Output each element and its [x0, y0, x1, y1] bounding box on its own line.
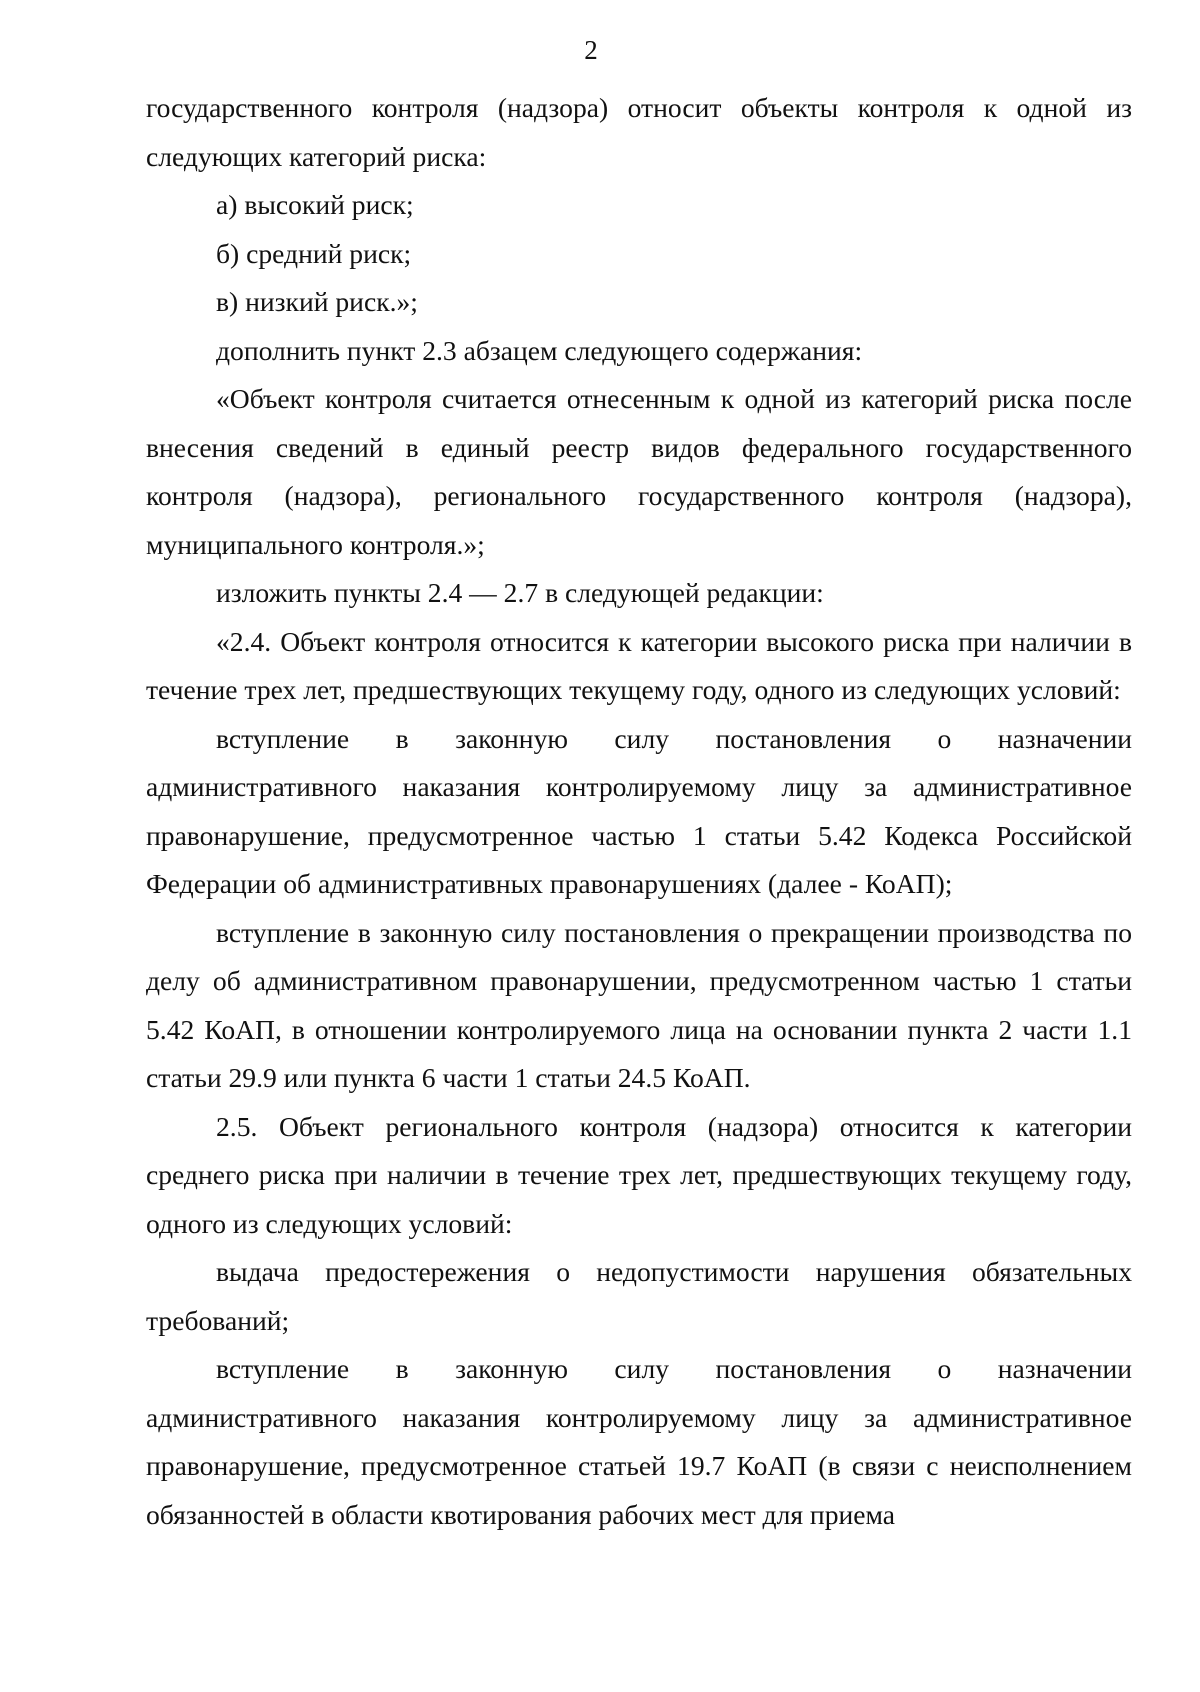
paragraph-restate-2-4-2-7: изложить пункты 2.4 — 2.7 в следующей редакции:: [216, 577, 824, 608]
page-number: 2: [584, 35, 598, 65]
paragraph-2-5-condition-2: вступление в законную силу постановления о назначении административного наказания контролируемому лицу за административное правонарушение, предусмотренное статьей 19.7 КоАП (в связи с неисполнением обязанностей в области квотирования рабочих мест для приема: [146, 1353, 1132, 1530]
paragraph-2-5-condition-1: выдача предостережения о недопустимости нарушения обязательных требований;: [146, 1256, 1132, 1336]
paragraph-2-5: 2.5. Объект регионального контроля (надзора) относится к категории среднего риска при наличии в течение трех лет, предшествующих текущему году, одного из следующих условий:: [146, 1110, 1132, 1239]
list-item-medium-risk: б) средний риск;: [216, 237, 412, 269]
paragraph-amend-2-3: дополнить пункт 2.3 абзацем следующего содержания:: [216, 334, 863, 366]
list-item-high-risk: а) высокий риск;: [216, 189, 414, 220]
paragraph-2-4-condition-2: вступление в законную силу постановления о прекращении производства по делу об административном правонарушении, предусмотренном частью 1 статьи 5.42 КоАП, в отношении контролируемого лица на основании пункта 2 части 1.1 статьи 29.9 или пункта 6 части 1 статьи 24.5 КоАП.: [146, 916, 1132, 1093]
document-body: [146, 84, 1132, 1539]
list-item-low-risk: в) низкий риск.»;: [216, 286, 418, 317]
paragraph-2-4: «2.4. Объект контроля относится к категории высокого риска при наличии в течение трех лет, предшествующих текущему году, одного из следующих условий:: [146, 625, 1132, 705]
paragraph-2-4-condition-1: вступление в законную силу постановления о назначении административного наказания контролируемому лицу за административное правонарушение, предусмотренное частью 1 статьи 5.42 Кодекса Российской Федерации об административных правонарушениях (далее - КоАП);: [146, 722, 1132, 899]
paragraph-risk-categories-intro: государственного контроля (надзора) относит объекты контроля к одной из следующих категорий риска:: [146, 92, 1132, 172]
paragraph-quoted-registry-clause: «Объект контроля считается отнесенным к одной из категорий риска после внесения сведений в единый реестр видов федерального государственного контроля (надзора), регионального государственного контроля (надзора), муниципального контроля.»;: [146, 383, 1132, 560]
